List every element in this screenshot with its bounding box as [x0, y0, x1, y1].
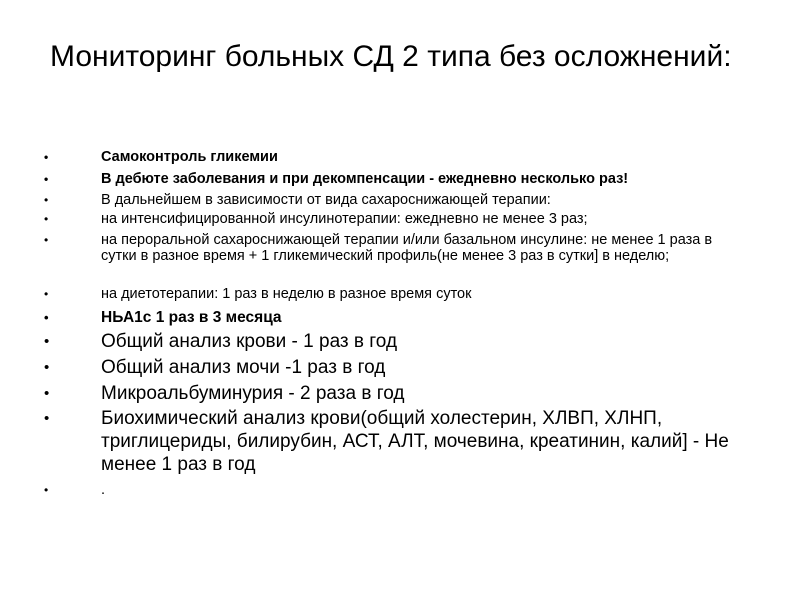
bullet-icon: • [44, 193, 49, 207]
list-item-text: Общий анализ мочи -1 раз в год [101, 357, 386, 378]
bullet-icon: • [44, 150, 49, 164]
bullet-icon: • [44, 212, 49, 226]
list-item-text: на диетотерапии: 1 раз в неделю в разное время суток [101, 286, 472, 302]
bullet-icon: • [44, 410, 50, 427]
slide-title: Мониторинг больных СД 2 типа без осложнений: [50, 40, 732, 73]
bullet-icon: • [44, 385, 50, 402]
list-item-text: Биохимический анализ крови(общий холестерин, ХЛВП, ХЛНП, триглицериды, билирубин, АСТ, АЛТ, мочевина, креатинин, калий] - Не менее 1 раз в год [101, 408, 729, 475]
bullet-icon: • [44, 233, 49, 247]
bullet-icon: • [44, 359, 50, 376]
bullet-icon: • [44, 287, 49, 301]
list-item-text: на пероральной сахароснижающей терапии и/или базальном инсулине: не менее 1 раза в сутки в разное время + 1 гликемический профиль(не менее 3 раз в сутки] в неделю; [101, 232, 713, 264]
list-item-text: на интенсифицированной инсулинотерапии: ежедневно не менее 3 раз; [101, 211, 588, 227]
list-item-text: НЬА1с 1 раз в 3 месяца [101, 309, 282, 326]
list-item-text: . [101, 482, 106, 498]
list-item-text: Микроальбуминурия - 2 раза в год [101, 383, 405, 404]
list-item-text: В дебюте заболевания и при декомпенсации - ежедневно несколько раз! [101, 171, 629, 187]
bullet-icon: • [44, 333, 50, 350]
bullet-icon: • [44, 483, 49, 497]
bullet-icon: • [44, 172, 49, 186]
list-item-text: Самоконтроль гликемии [101, 149, 278, 165]
list-item-text: В дальнейшем в зависимости от вида сахароснижающей терапии: [101, 192, 551, 208]
bullet-icon: • [44, 310, 49, 325]
list-item-text: Общий анализ крови - 1 раз в год [101, 331, 398, 352]
